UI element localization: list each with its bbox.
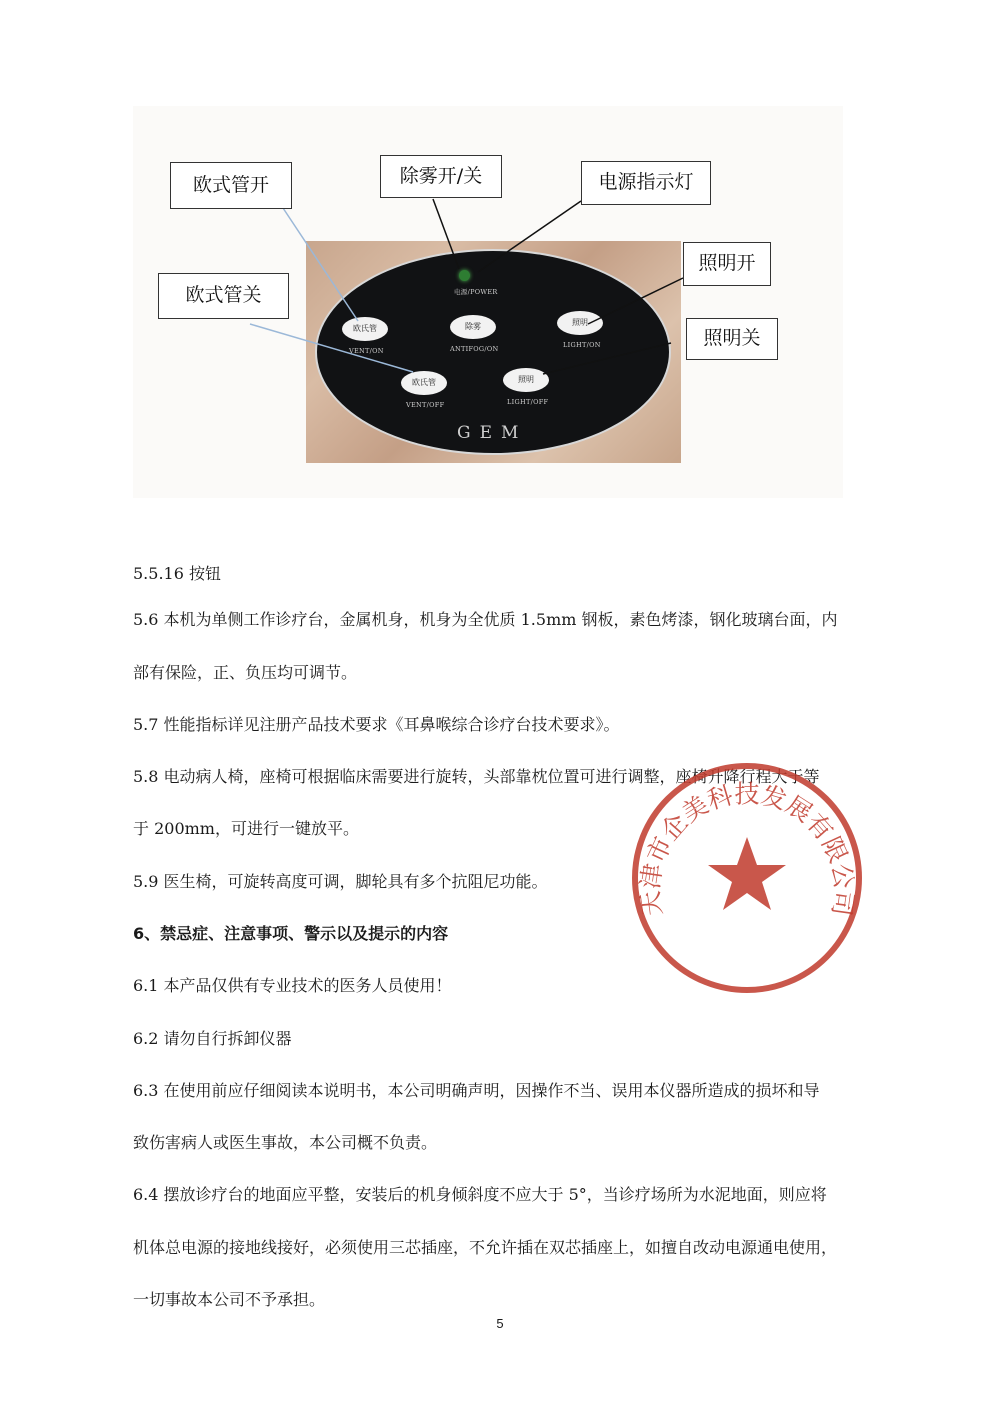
section-6-heading: 6、禁忌症、注意事项、警示以及提示的内容 bbox=[133, 924, 449, 943]
vent-on-button: 欧氏管 bbox=[342, 317, 388, 341]
para-6-4-line2: 机体总电源的接地线接好，必须使用三芯插座，不允许插在双芯插座上，如擅自改动电源通电使用， bbox=[133, 1238, 838, 1257]
para-6-4-line3: 一切事故本公司不予承担。 bbox=[133, 1290, 326, 1309]
company-seal-stamp bbox=[624, 757, 870, 999]
callout-light-on: 照明开 bbox=[683, 242, 771, 286]
power-label: 电源/POWER bbox=[454, 288, 498, 296]
light-off-label: LIGHT/OFF bbox=[507, 398, 549, 406]
control-panel-figure bbox=[133, 106, 843, 498]
light-on-label: LIGHT/ON bbox=[563, 341, 601, 349]
callout-antifog: 除雾开/关 bbox=[380, 155, 502, 198]
callout-vent-on: 欧式管开 bbox=[170, 162, 292, 209]
callout-power-light: 电源指示灯 bbox=[581, 161, 711, 205]
antifog-button: 除雾 bbox=[450, 315, 496, 339]
callout-vent-off: 欧式管关 bbox=[158, 273, 289, 319]
para-5-8-line2: 于 200mm，可进行一键放平。 bbox=[133, 819, 359, 838]
para-5-6-line1: 5.6 本机为单侧工作诊疗台，金属机身，机身为全优质 1.5mm 钢板，素色烤漆，钢化玻璃台面，内 bbox=[133, 610, 838, 629]
para-5-5-16: 5.5.16 按钮 bbox=[133, 564, 221, 583]
para-6-1: 6.1 本产品仅供有专业技术的医务人员使用！ bbox=[133, 976, 452, 995]
brand-logo: GEM bbox=[457, 423, 528, 443]
vent-off-label: VENT/OFF bbox=[406, 401, 445, 409]
antifog-label: ANTIFOG/ON bbox=[450, 345, 499, 353]
callout-light-off: 照明关 bbox=[686, 318, 778, 360]
para-6-2: 6.2 请勿自行拆卸仪器 bbox=[133, 1029, 292, 1048]
svg-text:天津市企美科技发展有限公司: 天津市企美科技发展有限公司 bbox=[635, 779, 859, 918]
para-5-6-line2: 部有保险，正、负压均可调节。 bbox=[133, 663, 358, 682]
para-6-3-line2: 致伤害病人或医生事故，本公司概不负责。 bbox=[133, 1133, 438, 1152]
para-5-7: 5.7 性能指标详见注册产品技术要求《耳鼻喉综合诊疗台技术要求》。 bbox=[133, 715, 620, 734]
para-6-3-line1: 6.3 在使用前应仔细阅读本说明书，本公司明确声明，因操作不当、误用本仪器所造成的损坏和导 bbox=[133, 1081, 820, 1100]
para-5-8-line1: 5.8 电动病人椅，座椅可根据临床需要进行旋转，头部靠枕位置可进行调整，座椅升降行程大于等 bbox=[133, 767, 820, 786]
para-5-9: 5.9 医生椅，可旋转高度可调，脚轮具有多个抗阻尼功能。 bbox=[133, 872, 548, 891]
vent-on-label: VENT/ON bbox=[349, 347, 384, 355]
vent-off-button: 欧氏管 bbox=[401, 371, 447, 395]
page-number: 5 bbox=[496, 1316, 504, 1331]
light-off-button: 照明 bbox=[503, 368, 549, 392]
para-6-4-line1: 6.4 摆放诊疗台的地面应平整，安装后的机身倾斜度不应大于 5°，当诊疗场所为水泥地面，则应将 bbox=[133, 1185, 827, 1204]
light-on-button: 照明 bbox=[557, 311, 603, 335]
